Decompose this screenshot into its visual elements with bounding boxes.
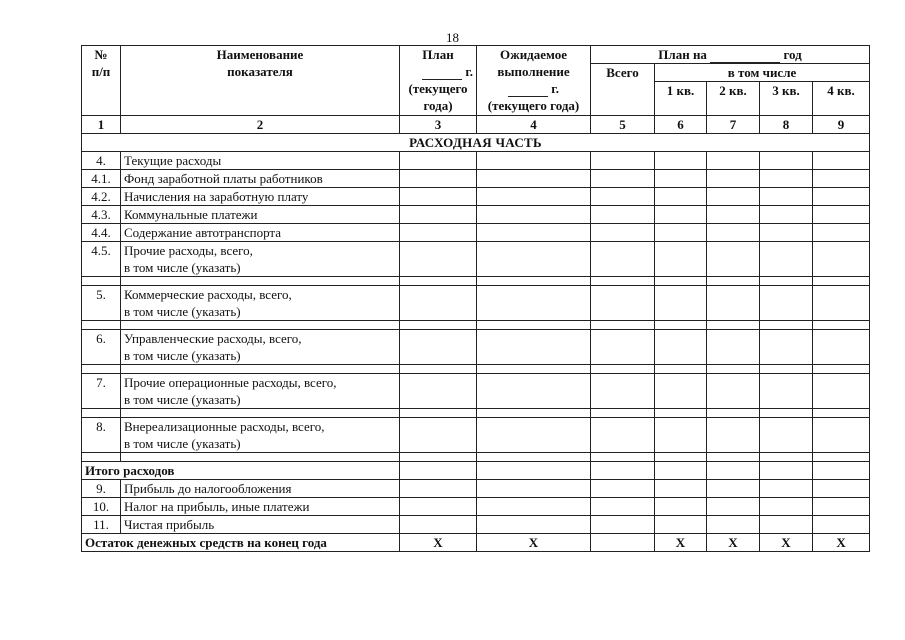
x-mark: Х <box>707 534 760 552</box>
header-col-plan-for: План на год <box>591 46 870 64</box>
header-row-1 <box>82 46 870 64</box>
year-blank <box>710 50 780 63</box>
table-row: 4.3. Коммунальные платежи <box>82 206 870 224</box>
header-col-num: № п/п <box>82 46 121 116</box>
header-col-including: в том числе <box>655 64 870 82</box>
table-row: 9. Прибыль до налогообложения <box>82 480 870 498</box>
blank-row <box>82 453 870 462</box>
x-mark: Х <box>813 534 870 552</box>
table-row: 5. Коммерческие расходы, всего, в том числе (указать) <box>82 286 870 321</box>
financial-plan-table <box>81 45 870 552</box>
table-row: 4. Текущие расходы <box>82 152 870 170</box>
table-row: 4.1. Фонд заработной платы работников <box>82 170 870 188</box>
column-numbers-row: 1 2 3 4 5 6 7 8 9 <box>82 116 870 134</box>
x-mark: Х <box>760 534 813 552</box>
year-blank <box>422 67 462 80</box>
table-row: 6. Управленческие расходы, всего, в том числе (указать) <box>82 330 870 365</box>
blank-row <box>82 277 870 286</box>
table-row: 10. Налог на прибыль, иные платежи <box>82 498 870 516</box>
table-row: 11. Чистая прибыль <box>82 516 870 534</box>
x-mark: Х <box>477 534 591 552</box>
table-row: 4.4. Содержание автотранспорта <box>82 224 870 242</box>
table-row: 4.5. Прочие расходы, всего, в том числе (указать) <box>82 242 870 277</box>
table-row: 7. Прочие операционные расходы, всего, в том числе (указать) <box>82 374 870 409</box>
header-col-total: Всего <box>591 64 655 116</box>
x-mark: Х <box>655 534 707 552</box>
blank-row <box>82 409 870 418</box>
final-balance-row <box>82 534 870 552</box>
table-row: 8. Внереализационные расходы, всего, в том числе (указать) <box>82 418 870 453</box>
header-q1: 1 кв. <box>655 82 707 116</box>
blank-row <box>82 321 870 330</box>
table-row: 4.2. Начисления на заработную плату <box>82 188 870 206</box>
final-balance-label: Остаток денежных средств на конец года <box>82 534 400 552</box>
header-col-expected: Ожидаемое выполнение г. (текущего года) <box>477 46 591 116</box>
header-col-plan: План г. (текущего года) <box>400 46 477 116</box>
header-col-name: Наименование показателя <box>121 46 400 116</box>
header-q2: 2 кв. <box>707 82 760 116</box>
x-mark: Х <box>400 534 477 552</box>
year-blank <box>508 84 548 97</box>
section-title-row <box>82 134 870 152</box>
header-q3: 3 кв. <box>760 82 813 116</box>
section-title: РАСХОДНАЯ ЧАСТЬ <box>82 134 870 152</box>
header-q4: 4 кв. <box>813 82 870 116</box>
page-number: 18 <box>446 30 459 45</box>
blank-row <box>82 365 870 374</box>
total-label: Итого расходов <box>82 462 400 480</box>
total-row <box>82 462 870 480</box>
